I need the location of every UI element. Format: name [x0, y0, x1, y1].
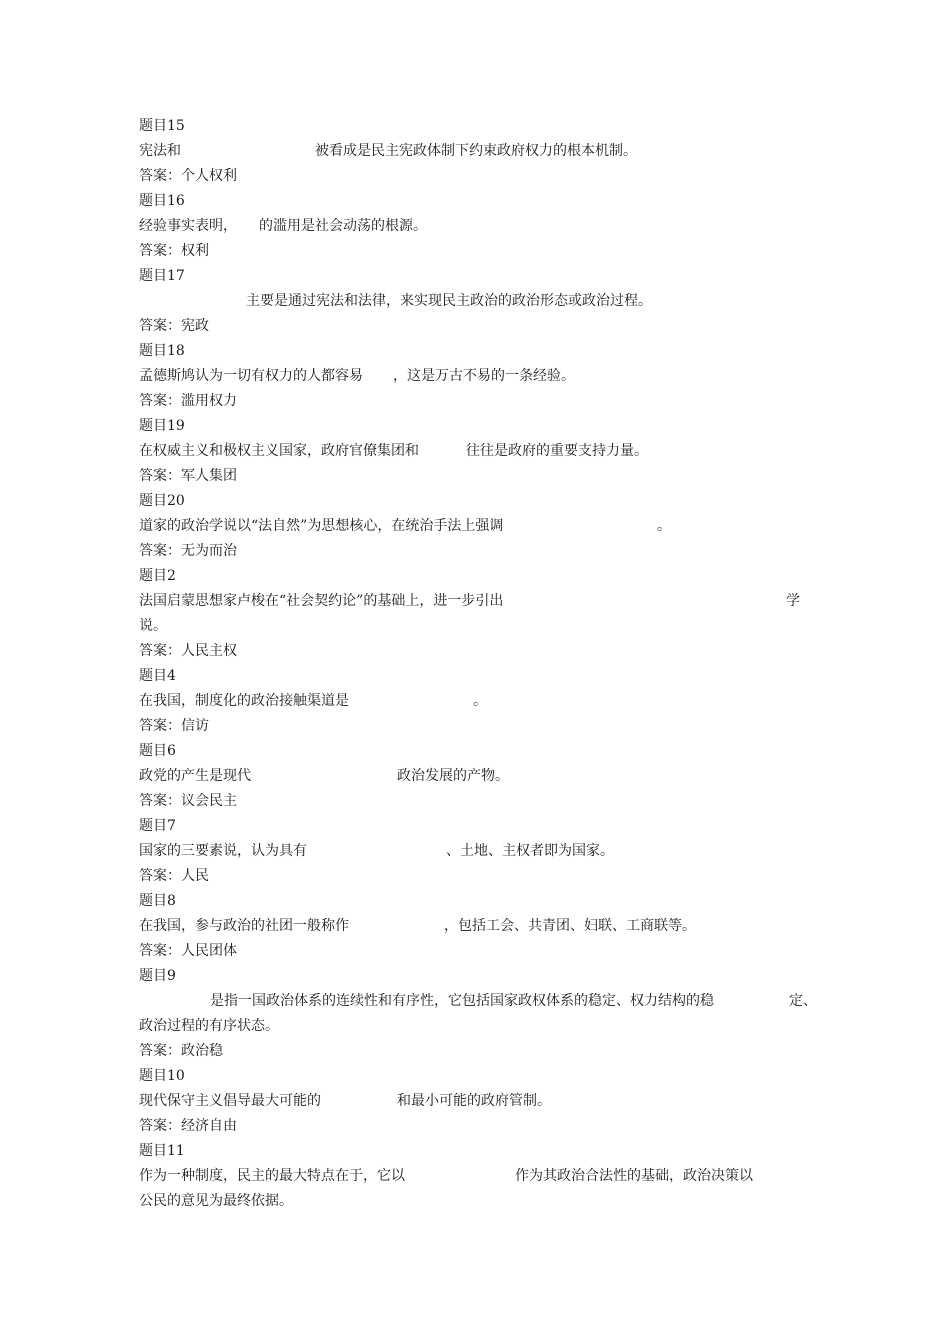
- question-label: 题目10: [139, 1068, 185, 1084]
- question-segment: 。: [657, 518, 671, 534]
- question-text: [139, 914, 829, 939]
- answer-text: 答案：宪政: [139, 318, 209, 334]
- question-segment: 法国启蒙思想家卢梭在“社会契约论”的基础上，进一步引出: [139, 593, 504, 609]
- answer-text: 答案：权利: [139, 243, 209, 259]
- question-segment: ，包括工会、共青团、妇联、工商联等。: [444, 918, 696, 934]
- question-segment: 往往是政府的重要支持力量。: [466, 443, 648, 459]
- question-label: 题目11: [139, 1143, 185, 1159]
- question-label: 题目7: [139, 818, 176, 834]
- answer-text: 答案：人民主权: [139, 643, 237, 659]
- question-label: 题目20: [139, 493, 185, 509]
- question-segment: 国家的三要素说，认为具有: [139, 843, 307, 859]
- question-text: [139, 364, 829, 389]
- question-segment: 宪法和: [139, 143, 181, 159]
- question-text: [139, 764, 829, 789]
- question-segment: 的滥用是社会动荡的根源。: [259, 218, 427, 234]
- question-text: [139, 989, 829, 1014]
- question-text-continued: 说。: [139, 618, 167, 634]
- question-label: 题目4: [139, 668, 176, 684]
- question-text: [139, 1089, 829, 1114]
- answer-text: 答案：滥用权力: [139, 393, 237, 409]
- question-segment: ，这是万古不易的一条经验。: [393, 368, 575, 384]
- answer-text: 答案：议会民主: [139, 793, 237, 809]
- question-segment: 孟德斯鸠认为一切有权力的人都容易: [139, 368, 363, 384]
- question-segment: 、土地、主权者即为国家。: [446, 843, 614, 859]
- question-segment: 在我国，制度化的政治接触渠道是: [139, 693, 349, 709]
- answer-text: 答案：无为而治: [139, 543, 237, 559]
- question-label: 题目9: [139, 968, 176, 984]
- answer-text: 答案：人民: [139, 868, 209, 884]
- question-segment: 道家的政治学说以“法自然”为思想核心，在统治手法上强调: [139, 518, 504, 534]
- answer-text: 答案：政治稳: [139, 1043, 223, 1059]
- answer-text: 答案：军人集团: [139, 468, 237, 484]
- question-label: 题目19: [139, 418, 185, 434]
- question-text: [139, 139, 829, 164]
- answer-text: 答案：信访: [139, 718, 209, 734]
- document-page: [139, 114, 829, 1214]
- question-label: 题目8: [139, 893, 176, 909]
- question-text: [139, 589, 829, 614]
- question-text: [139, 689, 829, 714]
- question-segment: 政治发展的产物。: [397, 768, 509, 784]
- question-segment: 作为其政治合法性的基础，政治决策以: [515, 1168, 753, 1184]
- question-segment: 是指一国政治体系的连续性和有序性，它包括国家政权体系的稳定、权力结构的稳: [210, 993, 714, 1009]
- question-label: 题目18: [139, 343, 185, 359]
- question-segment: 。: [473, 693, 487, 709]
- question-text: [139, 1164, 829, 1189]
- answer-text: 答案：个人权利: [139, 168, 237, 184]
- question-text: [139, 439, 829, 464]
- question-segment: 现代保守主义倡导最大可能的: [139, 1093, 321, 1109]
- question-text: [139, 514, 829, 539]
- answer-text: 答案：经济自由: [139, 1118, 237, 1134]
- question-segment: 经验事实表明，: [139, 218, 237, 234]
- question-segment: 学: [786, 593, 800, 609]
- question-label: 题目16: [139, 193, 185, 209]
- question-segment: 定、: [789, 993, 817, 1009]
- question-segment: 在权威主义和极权主义国家，政府官僚集团和: [139, 443, 419, 459]
- question-segment: 作为一种制度，民主的最大特点在于，它以: [139, 1168, 405, 1184]
- question-segment: 在我国，参与政治的社团一般称作: [139, 918, 349, 934]
- question-segment: 主要是通过宪法和法律，来实现民主政治的政治形态或政治过程。: [246, 293, 652, 309]
- question-text: [139, 839, 829, 864]
- question-text: [139, 214, 829, 239]
- answer-text: 答案：人民团体: [139, 943, 237, 959]
- question-segment: 被看成是民主宪政体制下约束政府权力的根本机制。: [315, 143, 637, 159]
- question-text-continued: 政治过程的有序状态。: [139, 1018, 279, 1034]
- question-label: 题目15: [139, 118, 185, 134]
- question-label: 题目6: [139, 743, 176, 759]
- question-label: 题目17: [139, 268, 185, 284]
- question-text-continued: 公民的意见为最终依据。: [139, 1193, 293, 1209]
- question-label: 题目2: [139, 568, 176, 584]
- question-segment: 政党的产生是现代: [139, 768, 251, 784]
- question-text: [139, 289, 829, 314]
- question-segment: 和最小可能的政府管制。: [397, 1093, 551, 1109]
